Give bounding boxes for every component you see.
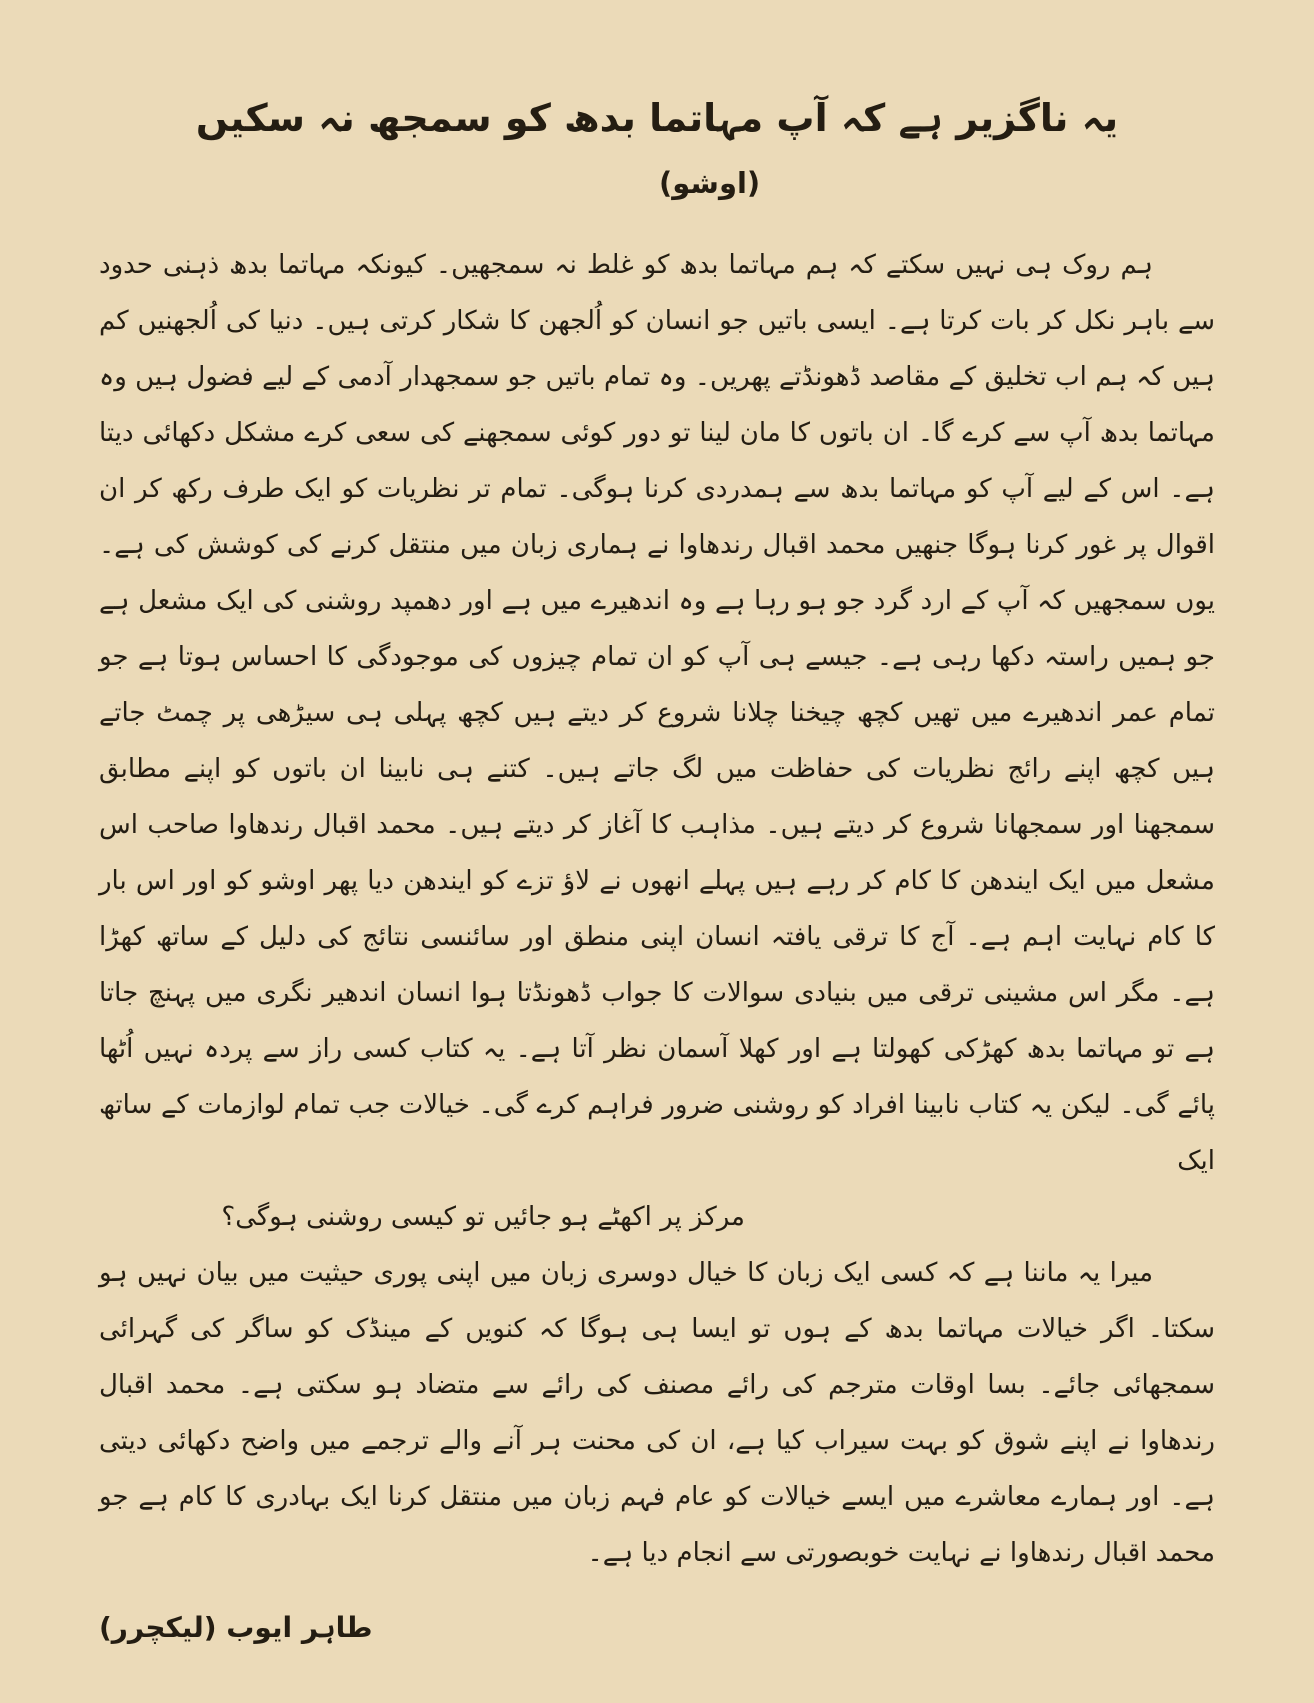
- body-text: [99, 237, 1215, 1581]
- paragraph-1-closing-line: مرکز پر اکھٹے ہو جائیں تو کیسی روشنی ہوگی؟: [221, 1202, 745, 1233]
- paragraph-2: میرا یہ ماننا ہے کہ کسی ایک زبان کا خیال دوسری زبان میں اپنی پوری حیثیت میں بیان نہیں ہو سکتا۔ اگر خیالات مہاتما بدھ کے ہوں تو ایسا ہی ہوگا کہ کنویں کے مینڈک کو ساگر کی گہرائی سمجھائی جائے۔ بسا اوقات مترجم کی رائے مصنف کی رائے سے متضاد ہو سکتی ہے۔ محمد اقبال رندھاوا نے اپنے شوق کو بہت سیراب کیا ہے، ان کی محنت ہر آنے والے ترجمے میں واضح دکھائی دیتی ہے۔ اور ہمارے معاشرے میں ایسے خیالات کو عام فہم زبان میں منتقل کرنا ایک بہادری کا کام ہے جو محمد اقبال رندھاوا نے نہایت خوبصورتی سے انجام دیا ہے۔: [99, 1258, 1215, 1569]
- author-attribution: (اوشو): [659, 165, 761, 200]
- signature: طاہر ایوب (لیکچرر): [99, 1611, 373, 1645]
- page-title: یہ ناگزیر ہے کہ آپ مہاتما بدھ کو سمجھ نہ سکیں: [195, 96, 1119, 140]
- page-content: [99, 0, 1215, 1649]
- paragraph-1: ہم روک ہی نہیں سکتے کہ ہم مہاتما بدھ کو غلط نہ سمجھیں۔ کیونکہ مہاتما بدھ ذہنی حدود سے باہر نکل کر بات کرتا ہے۔ ایسی باتیں جو انسان کو اُلجھن کا شکار کرتی ہیں۔ دنیا کی اُلجھنیں کم ہیں کہ ہم اب تخلیق کے مقاصد ڈھونڈتے پھریں۔ وہ تمام باتیں جو سمجھدار آدمی کے لیے فضول ہیں وہ مہاتما بدھ آپ سے کرے گا۔ ان باتوں کا مان لینا تو دور کوئی سمجھنے کی سعی کرے مشکل دکھائی دیتا ہے۔ اس کے لیے آپ کو مہاتما بدھ سے ہمدردی کرنا ہوگی۔ تمام تر نظریات کو ایک طرف رکھ کر ان اقوال پر غور کرنا ہوگا جنھیں محمد اقبال رندھاوا نے ہماری زبان میں منتقل کرنے کی کوشش کی ہے۔ یوں سمجھیں کہ آپ کے ارد گرد جو ہو رہا ہے وہ اندھیرے میں ہے اور دھمپد روشنی کی ایک مشعل ہے جو ہمیں راستہ دکھا رہی ہے۔ جیسے ہی آپ کو ان تمام چیزوں کی موجودگی کا احساس ہوتا ہے جو تمام عمر اندھیرے میں تھیں کچھ چیخنا چلانا شروع کر دیتے ہیں کچھ پہلی ہی سیڑھی پر چمٹ جاتے ہیں کچھ اپنے رائج نظریات کی حفاظت میں لگ جاتے ہیں۔ کتنے ہی نابینا ان باتوں کو اپنے مطابق سمجھنا اور سمجھانا شروع کر دیتے ہیں۔ مذاہب کا آغاز کر دیتے ہیں۔ محمد اقبال رندھاوا صاحب اس مشعل میں ایک ایندھن کا کام کر رہے ہیں پہلے انھوں نے لاؤ تزے کو ایندھن دیا پھر اوشو کو اور اس بار کا کام نہایت اہم ہے۔ آج کا ترقی یافتہ انسان اپنی منطق اور سائنسی نتائج کی دلیل کے ساتھ کھڑا ہے۔ مگر اس مشینی ترقی میں بنیادی سوالات کا جواب ڈھونڈتا ہوا انسان اندھیر نگری میں پہنچ جاتا ہے تو مہاتما بدھ کھڑکی کھولتا ہے اور کھلا آسمان نظر آتا ہے۔ یہ کتاب کسی راز سے پردہ نہیں اُٹھا پائے گی۔ لیکن یہ کتاب نابینا افراد کو روشنی ضرور فراہم کرے گی۔ خیالات جب تمام لوازمات کے ساتھ ایک: [99, 250, 1215, 1177]
